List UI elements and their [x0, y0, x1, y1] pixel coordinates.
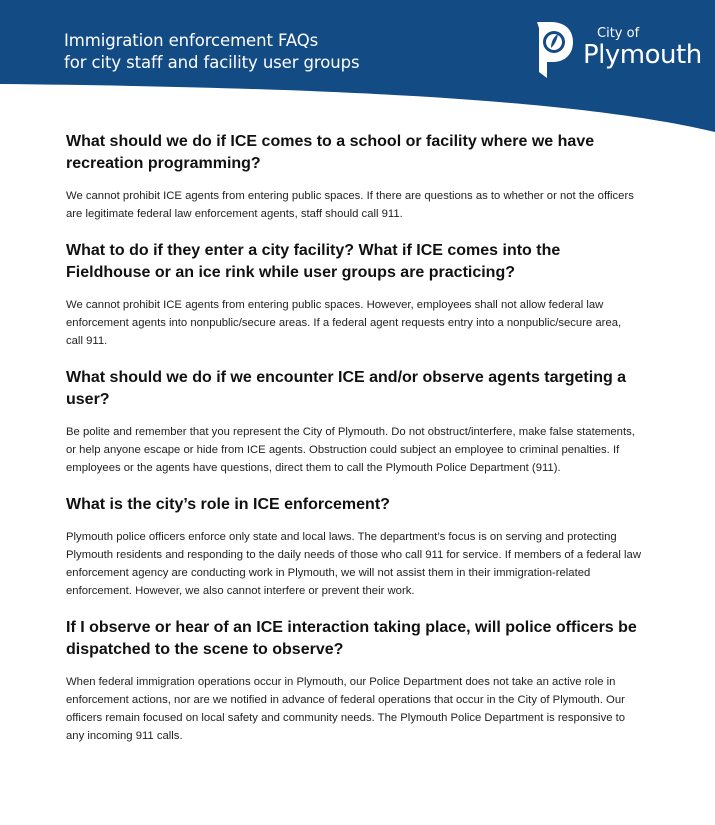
faq-list [66, 131, 641, 762]
plymouth-p-leaf-icon [535, 20, 575, 80]
faq-item [66, 240, 641, 350]
title-line-2: for city staff and facility user groups [64, 53, 360, 72]
faq-answer: We cannot prohibit ICE agents from entering public spaces. However, employees shall not allow federal law enforcement agents into nonpublic/secure areas. If a federal agent requests entry into a nonpublic/secure area, call 911. [66, 299, 622, 347]
faq-item [66, 367, 641, 477]
faq-item [66, 494, 641, 600]
document-title [64, 30, 359, 74]
header-banner [0, 0, 715, 140]
faq-item [66, 617, 641, 745]
faq-item [66, 131, 641, 223]
faq-question: What should we do if we encounter ICE and/or observe agents targeting a user? [66, 369, 627, 408]
logo-plymouth: Plymouth [583, 40, 702, 70]
city-logo [535, 20, 702, 80]
logo-city-of: City of [597, 26, 640, 41]
faq-question: If I observe or hear of an ICE interaction taking place, will police officers be dispatched to the scene to observe? [66, 619, 637, 658]
faq-question: What should we do if ICE comes to a school or facility where we have recreation programming? [66, 133, 595, 172]
faq-question: What is the city’s role in ICE enforcement? [66, 496, 390, 513]
faq-answer: Be polite and remember that you represent the City of Plymouth. Do not obstruct/interfere, make false statements, or help anyone escape or hide from ICE agents. Obstruction could subject an employee to criminal penalties. If employees or the agents have questions, direct them to call the Plymouth Police Department (911). [66, 426, 635, 474]
faq-question: What to do if they enter a city facility? What if ICE comes into the Fieldhouse or an ice rink while user groups are practicing? [66, 242, 561, 281]
faq-answer: Plymouth police officers enforce only state and local laws. The department’s focus is on serving and protecting Plymouth residents and responding to the daily needs of those who call 911 for service. If members of a federal law enforcement agency are conducting work in Plymouth, we will not assist them in their immigration-related enforcement. However, we also cannot interfere or prevent their work. [66, 531, 641, 597]
faq-answer: We cannot prohibit ICE agents from entering public spaces. If there are questions as to whether or not the officers are legitimate federal law enforcement agents, staff should call 911. [66, 190, 634, 220]
faq-answer: When federal immigration operations occur in Plymouth, our Police Department does not take an active role in enforcement actions, nor are we notified in advance of federal operations that occur in the City of Plymouth. Our officers remain focused on local safety and community needs. The Plymouth Police Department is responsive to any incoming 911 calls. [66, 676, 626, 742]
title-line-1: Immigration enforcement FAQs [64, 31, 319, 50]
